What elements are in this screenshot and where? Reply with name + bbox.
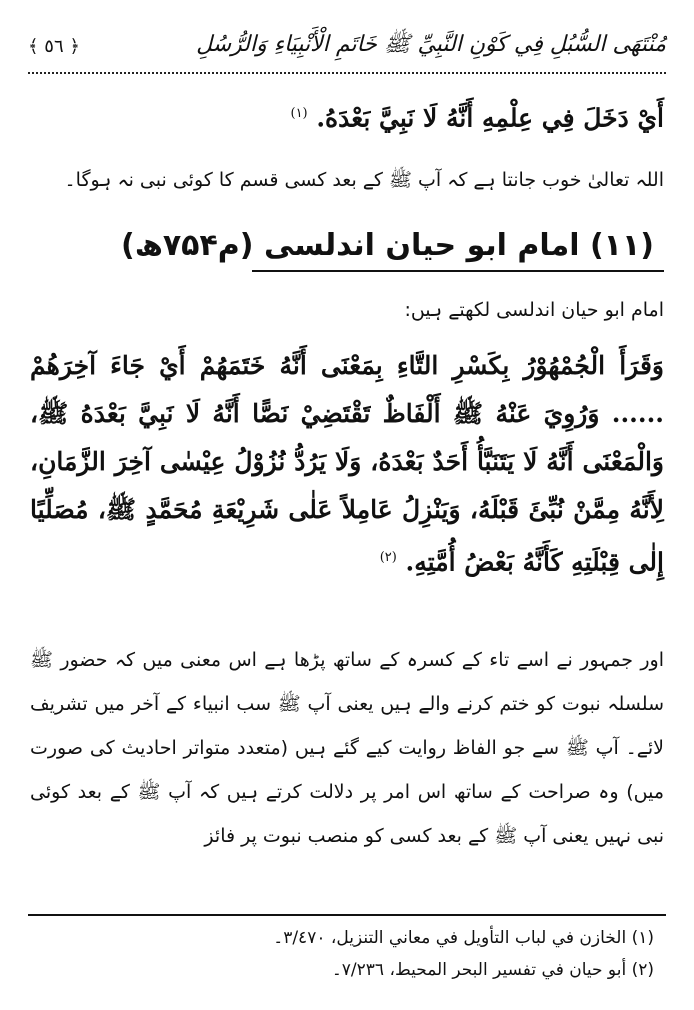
footnote-1: (١) الخازن في لباب التأويل في معاني التنزيل، ٣/٤٧٠۔ xyxy=(273,928,654,948)
footnote-ref-2: (٢) xyxy=(379,550,397,565)
arabic-quote-2-text: وَقَرَأَ الْجُمْهُوْرُ بِكَسْرِ التَّاءِ بِمَعْنَى أَنَّهُ خَتَمَهُمْ أَيْ جَاءَ آخِرَهُمْ ...... وَرُوِيَ عَنْهُ ﷺ أَلْفَاظٌ تَقْتَضِيْ نَصًّا أَنَّهُ لَا نَبِيَّ بَعْدَهُ ﷺ، وَالْمَعْنَى أَنَّهُ لَا يَتَنَبَّأُ أَحَدٌ بَعْدَهُ، وَلَا يَرُدُّ نُزُوْلُ عِيْسٰى آخِرَ الزَّمَانِ، لِأَنَّهُ مِمَّنْ نُبِّئَ قَبْلَهُ، وَيَنْزِلُ عَامِلاً عَلٰى شَرِيْعَةِ مُحَمَّدٍ ﷺ، مُصَلِّيًا إِلٰى قِبْلَتِهِ كَأَنَّهُ بَعْضُ أُمَّتِهِ. xyxy=(30,351,664,577)
heading-underline xyxy=(252,270,664,272)
arabic-quote-1-text: أَيْ دَخَلَ فِي عِلْمِهِ أَنَّهُ لَا نَبِيَّ بَعْدَهُ. xyxy=(316,103,664,133)
arabic-quote-2 xyxy=(30,342,664,586)
arabic-quote-1 xyxy=(30,92,664,140)
urdu-translation-1: اللہ تعالیٰ خوب جانتا ہے کہ آپ ﷺ کے بعد کسی قسم کا کوئی نبی نہ ہوگا۔ xyxy=(64,169,664,191)
page-header xyxy=(28,26,666,66)
footnote-ref-1: (١) xyxy=(290,106,308,121)
urdu-intro: امام ابو حیان اندلسی لکھتے ہیں: xyxy=(404,299,664,321)
header-divider xyxy=(28,72,666,74)
footnotes xyxy=(40,922,654,986)
running-title: مُنْتَهَى السُّبُلِ فِي كَوْنِ النَّبِيِّ ﷺ خَاتَمِ الْأَنْبِيَاءِ وَالرُّسُلِ xyxy=(196,32,666,57)
footnote-divider xyxy=(28,914,666,916)
section-heading: (۱۱) امام ابو حیان اندلسی (م۷۵۴ھ) xyxy=(121,228,654,263)
page-number: ﴿ ٥٦ ﴾ xyxy=(28,35,80,57)
footnote-2: (٢) أبو حيان في تفسير البحر المحيط، ٧/٢٣٦۔ xyxy=(331,960,654,980)
urdu-translation-2: اور جمہور نے اسے تاء کے کسرہ کے ساتھ پڑھا ہے اس معنی میں کہ حضور ﷺ سلسلہ نبوت کو ختم کرنے والے ہیں یعنی آپ ﷺ سب انبیاء کے آخر میں تشریف لائے۔ آپ ﷺ سے جو الفاظ روایت کیے گئے ہیں (متعدد متواتر احادیث کی صورت میں) وہ صراحت کے ساتھ اس امر پر دلالت کرتے ہیں کہ آپ ﷺ کے بعد کوئی نبی نہیں یعنی آپ ﷺ کے بعد کسی کو منصب نبوت پر فائز xyxy=(30,649,664,847)
